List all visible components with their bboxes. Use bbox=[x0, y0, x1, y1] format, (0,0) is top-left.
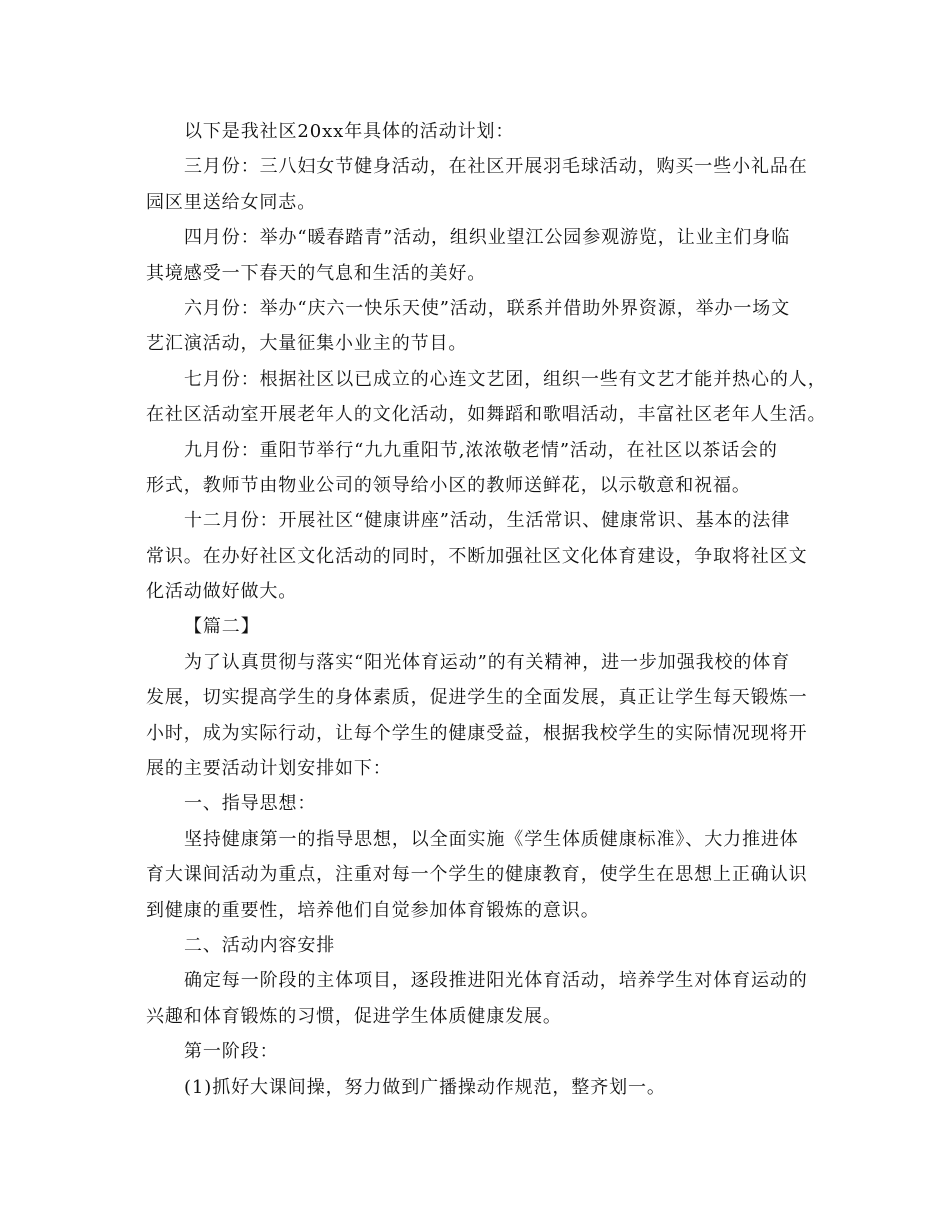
text-line: 三月份：三八妇女节健身活动，在社区开展羽毛球活动，购买一些小礼品在 bbox=[184, 156, 808, 178]
text-line: 园区里送给女同志。 bbox=[146, 191, 317, 213]
text-line: 七月份：根据社区以已成立的心连文艺团，组织一些有文艺才能并热心的人， bbox=[184, 368, 827, 390]
text-line: 到健康的重要性，培养他们自觉参加体育锻炼的意识。 bbox=[146, 899, 600, 921]
document-page bbox=[146, 114, 827, 1105]
text-line: 兴趣和体育锻炼的习惯，促进学生体质健康发展。 bbox=[146, 1005, 562, 1027]
text-line: 发展，切实提高学生的身体素质，促进学生的全面发展，真正让学生每天锻炼一 bbox=[146, 687, 808, 709]
text-line: 化活动做好做大。 bbox=[146, 581, 298, 603]
text-line: 九月份：重阳节举行“九九重阳节,浓浓敬老情”活动，在社区以茶话会的 bbox=[184, 439, 778, 461]
text-line: 在社区活动室开展老年人的文化活动，如舞蹈和歌唱活动，丰富社区老年人生活。 bbox=[146, 404, 827, 426]
text-line: 为了认真贯彻与落实“阳光体育运动”的有关精神，进一步加强我校的体育 bbox=[184, 651, 791, 673]
text-line: 育大课间活动为重点，注重对每一个学生的健康教育，使学生在思想上正确认识 bbox=[146, 864, 808, 886]
text-line: 艺汇演活动，大量征集小业主的节目。 bbox=[146, 333, 468, 355]
text-line: 四月份：举办“暖春踏青”活动，组织业望江公园参观游览，让业主们身临 bbox=[184, 227, 791, 249]
text-line: 确定每一阶段的主体项目，逐段推进阳光体育活动，培养学生对体育运动的 bbox=[184, 970, 808, 992]
text-line: 常识。在办好社区文化活动的同时，不断加强社区文化体育建设，争取将社区文 bbox=[146, 545, 808, 567]
text-line: 坚持健康第一的指导思想，以全面实施《学生体质健康标准》、大力推进体 bbox=[184, 828, 799, 850]
text-line: 其境感受一下春天的气息和生活的美好。 bbox=[146, 262, 487, 284]
text-line: (1)抓好大课间操，努力做到广播操动作规范，整齐划一。 bbox=[184, 1076, 666, 1098]
subsection-heading: 一、指导思想： bbox=[184, 793, 317, 815]
text-line: 小时，成为实际行动，让每个学生的健康受益，根据我校学生的实际情况现将开 bbox=[146, 722, 808, 744]
text-line: 以下是我社区20xx年具体的活动计划： bbox=[184, 121, 515, 142]
subsection-heading: 二、活动内容安排 bbox=[184, 934, 336, 956]
text-line: 十二月份：开展社区“健康讲座”活动，生活常识、健康常识、基本的法律 bbox=[184, 510, 791, 532]
text-line: 展的主要活动计划安排如下： bbox=[146, 758, 392, 780]
text-line: 形式，教师节由物业公司的领导给小区的教师送鲜花，以示敬意和祝福。 bbox=[146, 474, 751, 496]
text-line: 六月份：举办“庆六一快乐天使”活动，联系并借助外界资源，举办一场文 bbox=[184, 297, 791, 319]
section-heading: 【篇二】 bbox=[184, 616, 260, 638]
stage-heading: 第一阶段： bbox=[184, 1041, 279, 1063]
